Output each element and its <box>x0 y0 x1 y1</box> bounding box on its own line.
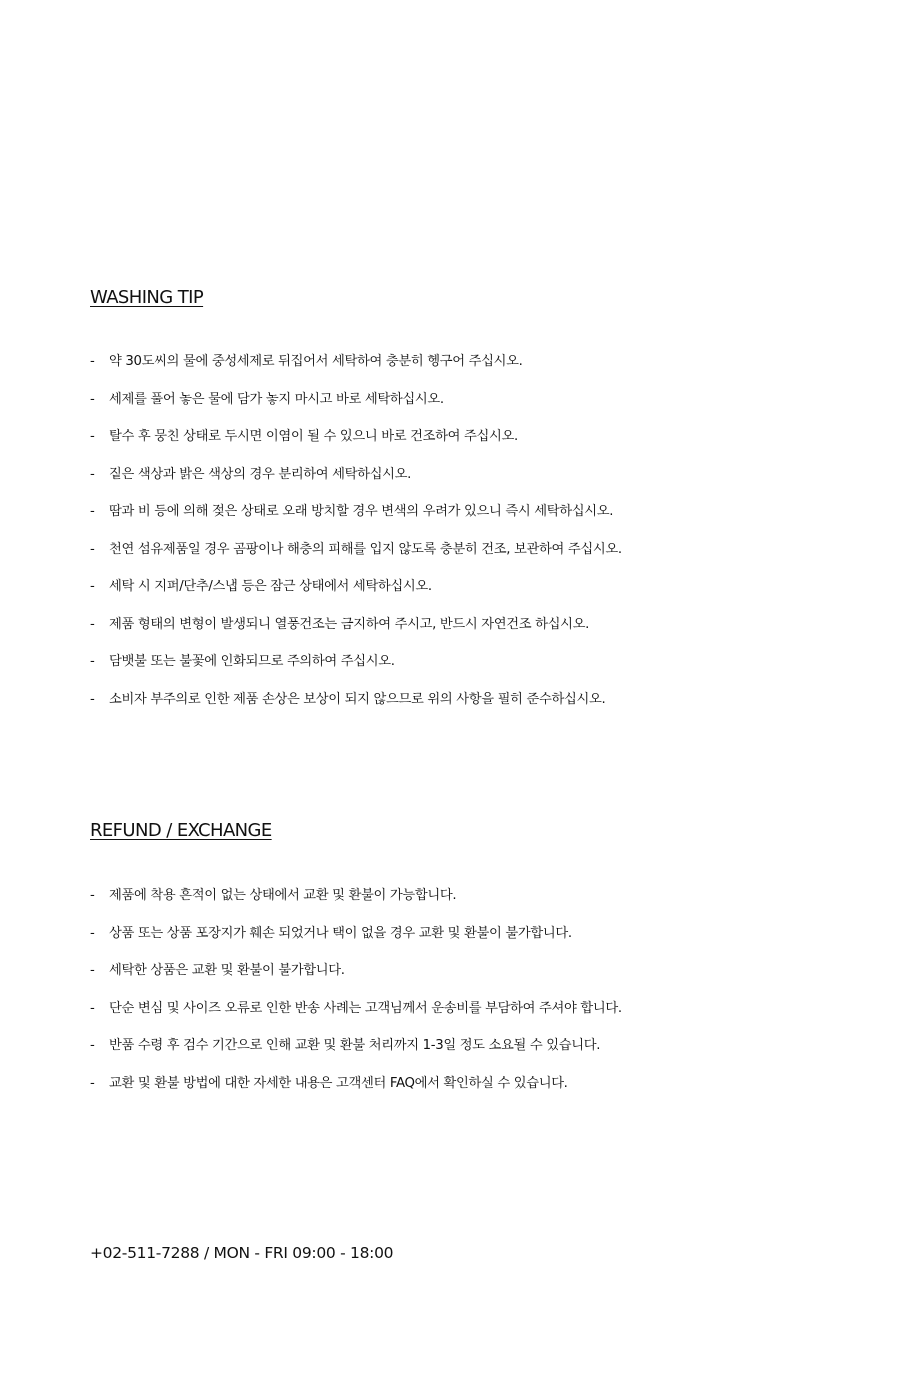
bullet-dash: - <box>90 1000 95 1016</box>
list-item <box>90 690 810 728</box>
list-item-text: 천연 섬유제품일 경우 곰팡이나 해충의 피해를 입지 않도록 충분히 건조, 보관하여 주십시오. <box>109 541 622 557</box>
list-item-text: 교환 및 환불 방법에 대한 자세한 내용은 고객센터 FAQ에서 확인하실 수 있습니다. <box>109 1075 568 1091</box>
washing-tip-section <box>90 287 810 727</box>
contact-info: +02-511-7288 / MON - FRI 09:00 - 18:00 <box>90 1244 394 1262</box>
list-item-text: 단순 변심 및 사이즈 오류로 인한 반송 사례는 고객님께서 운송비를 부담하여 주셔야 합니다. <box>109 1000 622 1016</box>
list-item-text: 땀과 비 등에 의해 젖은 상태로 오래 방치할 경우 변색의 우려가 있으니 즉시 세탁하십시오. <box>109 504 614 519</box>
list-item <box>90 652 810 690</box>
list-item-text: 세탁한 상품은 교환 및 환불이 불가합니다. <box>109 963 345 978</box>
list-item <box>90 1074 810 1112</box>
washing-tip-title: WASHING TIP <box>90 287 204 308</box>
bullet-dash: - <box>90 691 95 707</box>
bullet-dash: - <box>90 1038 95 1053</box>
bullet-dash: - <box>90 925 95 941</box>
bullet-dash: - <box>90 888 95 903</box>
refund-exchange-list <box>90 886 810 1111</box>
bullet-dash: - <box>90 466 95 482</box>
list-item-text: 제품에 착용 흔적이 없는 상태에서 교환 및 환불이 가능합니다. <box>109 888 457 903</box>
list-item-text: 세제를 풀어 놓은 물에 담가 놓지 마시고 바로 세탁하십시오. <box>109 391 444 407</box>
list-item-text: 탈수 후 뭉친 상태로 두시면 이염이 될 수 있으니 바로 건조하여 주십시오. <box>109 429 518 444</box>
list-item <box>90 615 810 653</box>
list-item <box>90 577 810 615</box>
washing-tip-list <box>90 352 810 727</box>
refund-exchange-section <box>90 820 810 1111</box>
list-item-text: 상품 또는 상품 포장지가 훼손 되었거나 택이 없을 경우 교환 및 환불이 불가합니다. <box>109 925 572 941</box>
bullet-dash: - <box>90 616 95 632</box>
list-item-text: 담뱃불 또는 불꽃에 인화되므로 주의하여 주십시오. <box>109 654 395 669</box>
list-item <box>90 427 810 465</box>
list-item <box>90 390 810 428</box>
bullet-dash: - <box>90 654 95 669</box>
refund-exchange-title: REFUND / EXCHANGE <box>90 820 272 841</box>
list-item-text: 세탁 시 지퍼/단추/스냅 등은 잠근 상태에서 세탁하십시오. <box>109 579 432 594</box>
list-item-text: 약 30도씨의 물에 중성세제로 뒤집어서 세탁하여 충분히 헹구어 주십시오. <box>109 354 523 369</box>
list-item <box>90 886 810 924</box>
list-item <box>90 999 810 1037</box>
list-item-text: 반품 수령 후 검수 기간으로 인해 교환 및 환불 처리까지 1-3일 정도 소요될 수 있습니다. <box>109 1038 601 1053</box>
list-item-text: 제품 형태의 변형이 발생되니 열풍건조는 금지하여 주시고, 반드시 자연건조 하십시오. <box>109 616 589 632</box>
bullet-dash: - <box>90 1075 95 1091</box>
list-item <box>90 502 810 540</box>
list-item <box>90 465 810 503</box>
list-item <box>90 540 810 578</box>
bullet-dash: - <box>90 504 95 519</box>
list-item-text: 짙은 색상과 밝은 색상의 경우 분리하여 세탁하십시오. <box>109 466 412 482</box>
list-item <box>90 961 810 999</box>
bullet-dash: - <box>90 541 95 557</box>
list-item <box>90 352 810 390</box>
bullet-dash: - <box>90 391 95 407</box>
list-item <box>90 1036 810 1074</box>
bullet-dash: - <box>90 963 95 978</box>
bullet-dash: - <box>90 354 95 369</box>
list-item <box>90 924 810 962</box>
list-item-text: 소비자 부주의로 인한 제품 손상은 보상이 되지 않으므로 위의 사항을 필히 준수하십시오. <box>109 691 606 707</box>
bullet-dash: - <box>90 429 95 444</box>
bullet-dash: - <box>90 579 95 594</box>
